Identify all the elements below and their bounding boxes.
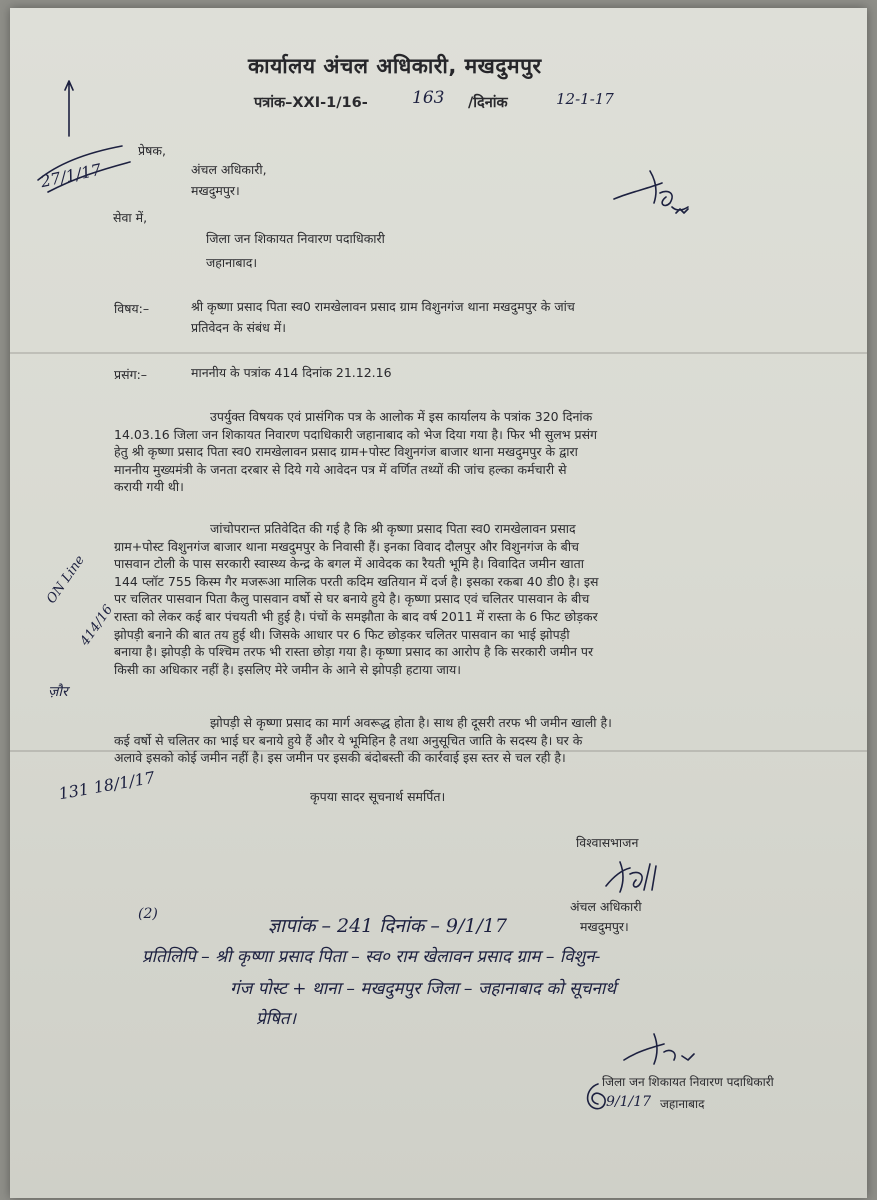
paragraph-line: उपर्युक्त विषयक एवं प्रासंगिक पत्र के आलोक में इस कार्यालय के पत्रांक 320 दिनांक bbox=[210, 409, 593, 424]
footer-date-handwritten: 9/1/17 bbox=[606, 1094, 652, 1110]
office-title: कार्यालय अंचल अधिकारी, मखदुमपुर bbox=[248, 54, 542, 78]
letter-page bbox=[10, 8, 867, 1198]
body-paragraph bbox=[114, 714, 612, 767]
margin-note-date: 27/1/17 bbox=[38, 159, 103, 192]
body-paragraph bbox=[114, 408, 597, 496]
paragraph-line: झोपड़ी से कृष्णा प्रसाद का मार्ग अवरूद्ध होता है। साथ ही दूसरी तरफ भी जमीन खाली है। bbox=[210, 715, 612, 730]
recipient-name: जिला जन शिकायत निवारण पदाधिकारी bbox=[206, 231, 385, 246]
margin-note-online: ON Line bbox=[44, 552, 88, 607]
reference-text: माननीय के पत्रांक 414 दिनांक 21.12.16 bbox=[191, 365, 392, 380]
date-handwritten: 12-1-17 bbox=[556, 90, 614, 108]
recipient-place: जहानाबाद। bbox=[206, 255, 258, 270]
paragraph-line: पर चलितर पासवान पिता कैलु पासवान वर्षो से घर बनाये हुये है। कृष्णा प्रसाद एवं चलितर पासवान के बीच bbox=[114, 591, 590, 607]
paragraph-line: झोपड़ी बनाने की बात तय हुई थी। जिसके आधार पर 6 फिट छोड़कर चलितर पासवान का भाई झोपड़ी bbox=[114, 626, 570, 642]
margin-note-initials: ज़ौर bbox=[48, 684, 68, 700]
margin-note-scribble bbox=[30, 140, 140, 210]
margin-arrow-mark bbox=[64, 78, 74, 138]
paragraph-line: 14.03.16 जिला जन शिकायत निवारण पदाधिकारी जहानाबाद को भेज दिया गया है। फिर भी सुलभ प्रसंग bbox=[114, 426, 598, 442]
endorsement-number: (2) bbox=[138, 906, 158, 922]
endorsement-memo-line: ज्ञापांक – 241 दिनांक – 9/1/17 bbox=[268, 915, 508, 937]
margin-note-online-ref: 414/16 bbox=[77, 602, 117, 649]
paragraph-line: माननीय मुख्यमंत्री के जनता दरबार से दिये गये आवेदन पत्र में वर्णित तथ्यों की जांच हल्का कर्मचारी से bbox=[114, 461, 567, 477]
salutation: विश्वासभाजन bbox=[576, 835, 639, 850]
subject-label: विषय:– bbox=[114, 301, 150, 316]
paragraph-line: कई वर्षो से चलितर का भाई घर बनाये हुये हैं और ये भूमिहिन है तथा अनुसूचित जाति के सदस्य है। घर के bbox=[114, 732, 583, 748]
ref-number-handwritten: 163 bbox=[412, 88, 445, 108]
endorsement-copy-line: गंज पोस्ट + थाना – मखदुमपुर जिला – जहानाबाद को सूचनार्थ bbox=[230, 979, 617, 999]
margin-note-bottom: 131 18/1/17 bbox=[57, 767, 157, 804]
reference-label: प्रसंग:– bbox=[114, 367, 148, 382]
officer-place: मखदुमपुर। bbox=[580, 919, 629, 934]
sender-label: प्रेषक, bbox=[138, 143, 166, 158]
recipient-label: सेवा में, bbox=[113, 210, 148, 225]
paragraph-line: जांचोपरान्त प्रतिवेदित की गई है कि श्री कृष्णा प्रसाद पिता स्व0 रामखेलावन प्रसाद bbox=[210, 521, 576, 536]
paragraph-line: ग्राम+पोस्ट विशुनगंज बाजार थाना मखदुमपुर के निवासी हैं। इनका विवाद दौलपुर और विशुनगंज के बीच bbox=[114, 538, 579, 554]
officer-signature bbox=[600, 856, 660, 900]
paragraph-line: करायी गयी थी। bbox=[114, 479, 184, 495]
paragraph-line: हेतु श्री कृष्णा प्रसाद पिता स्व0 रामखेलावन प्रसाद ग्राम+पोस्ट विशुनगंज बाजार थाना मखदुमपुर के द्वारा bbox=[114, 444, 578, 460]
footer-place: जहानाबाद bbox=[660, 1097, 705, 1111]
footer-designation: जिला जन शिकायत निवारण पदाधिकारी bbox=[602, 1075, 774, 1089]
subject-line: प्रतिवेदन के संबंध में। bbox=[191, 320, 287, 335]
sender-name: अंचल अधिकारी, bbox=[191, 162, 267, 177]
officer-designation: अंचल अधिकारी bbox=[570, 899, 642, 914]
date-label: /दिनांक bbox=[468, 95, 508, 111]
paragraph-line: 144 प्लॉट 755 किस्म गैर मजरूआ मालिक परती कदिम खतियान में दर्ज है। इसका रकबा 40 डी0 है। इस bbox=[114, 573, 599, 589]
closing-line: कृपया सादर सूचनार्थ समर्पित। bbox=[310, 789, 446, 804]
endorsement-copy-line: प्रतिलिपि – श्री कृष्णा प्रसाद पिता – स्व० राम खेलावन प्रसाद ग्राम – विशुन- bbox=[142, 947, 601, 967]
paragraph-line: किसी का अधिकार नहीं है। इसलिए मेरे जमीन के आने से झोपड़ी हटाया जाय। bbox=[114, 661, 461, 677]
ref-prefix: पत्रांक–XXI-1/16- bbox=[254, 95, 368, 111]
paragraph-line: पासवान टोली के पास सरकारी स्वास्थ्य केन्द्र के बगल में आवेदक का रैयती भूमि है। विवादित जमीन खाता bbox=[114, 556, 584, 572]
body-paragraph bbox=[114, 520, 598, 678]
subject-line: श्री कृष्णा प्रसाद पिता स्व0 रामखेलावन प्रसाद ग्राम विशुनगंज थाना मखदुमपुर के जांच bbox=[191, 299, 575, 314]
paragraph-line: रास्ता को लेकर कई बार पंचयती भी हुई है। पंचों के समझौता के बाद वर्ष 2011 में रास्ता के 6 फिट छोड़कर bbox=[114, 608, 598, 624]
paper-fold-line bbox=[10, 352, 867, 354]
footer-signature bbox=[620, 1030, 700, 1070]
paragraph-line: अलावे इसको कोई जमीन नहीं है। इस जमीन पर इसकी बंदोबस्ती की कार्रवाई इस स्तर से चल रही है। bbox=[114, 750, 566, 766]
endorsement-copy-line: प्रेषित। bbox=[256, 1009, 297, 1029]
sender-place: मखदुमपुर। bbox=[191, 183, 240, 198]
signature-top-right bbox=[610, 163, 700, 223]
paragraph-line: बनाया है। झोपड़ी के पश्चिम तरफ भी रास्ता छोड़ा गया है। कृष्णा प्रसाद का आरोप है कि सरकारी जमीन पर bbox=[114, 644, 594, 660]
